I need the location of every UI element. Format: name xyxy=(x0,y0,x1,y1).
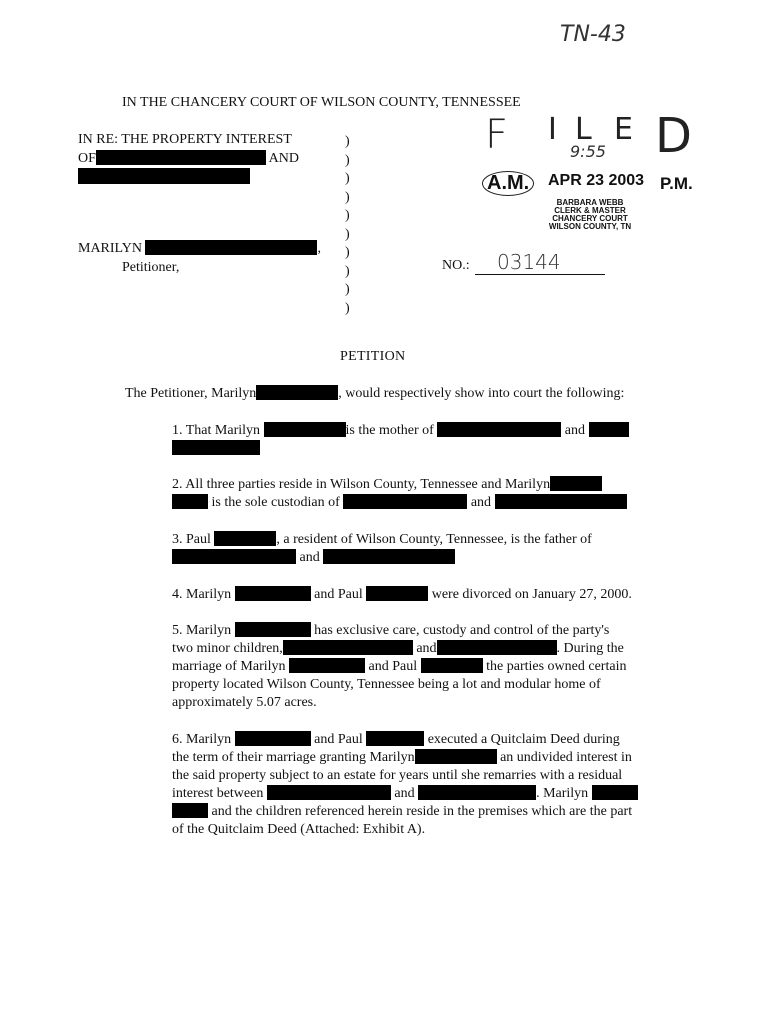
redaction xyxy=(235,586,311,601)
stamp-letter-l: L xyxy=(575,112,592,147)
p6-text-j: and the children referenced herein reside in the premises which are the part xyxy=(211,804,633,819)
stamp-date: APR 23 2003 xyxy=(548,172,645,189)
redaction xyxy=(437,422,561,437)
redaction xyxy=(421,658,483,673)
p3-text-b: , a resident of Wilson County, Tennessee, is the father of xyxy=(276,532,592,547)
p6-text-i: . Marilyn xyxy=(536,786,589,801)
intro-sentence xyxy=(125,385,624,402)
paragraph-2 xyxy=(172,476,662,512)
p5-text-f: marriage of Marilyn xyxy=(172,659,286,674)
petitioner-name: MARILYN xyxy=(78,241,142,256)
p6-text-f: the said property subject to an estate for years until she remarries with a residual xyxy=(172,768,623,783)
case-number-value: 03144 xyxy=(475,251,605,275)
redaction xyxy=(366,731,424,746)
redaction xyxy=(172,494,208,509)
stamp-letter-f: F xyxy=(485,112,509,158)
caption-line-1: IN RE: THE PROPERTY INTEREST xyxy=(78,132,292,147)
clerk-line: WILSON COUNTY, TN xyxy=(548,222,632,231)
caption-of: OF xyxy=(78,151,96,166)
p6-text-c: executed a Quitclaim Deed during xyxy=(427,732,620,747)
stamp-letter-e: E xyxy=(614,112,633,147)
redaction xyxy=(550,476,602,491)
intro-after: , would respectively show into court the following: xyxy=(338,386,625,401)
p6-text-b: and Paul xyxy=(314,732,363,747)
caption-line-3 xyxy=(78,168,250,186)
handwritten-note: TN-43 xyxy=(560,22,626,47)
paragraph-4 xyxy=(172,586,662,604)
clerk-line: BARBARA WEBB xyxy=(556,198,624,207)
paragraph-6 xyxy=(172,731,662,839)
paren: ) xyxy=(345,134,350,149)
document-title: PETITION xyxy=(340,349,406,364)
paragraph-3 xyxy=(172,531,662,567)
redaction xyxy=(267,785,391,800)
p3-text-c: and xyxy=(299,550,320,565)
p6-text-d: the term of their marriage granting Marilyn xyxy=(172,750,415,765)
redaction xyxy=(256,385,338,400)
paragraph-5 xyxy=(172,622,662,712)
stamp-time: 9:55 xyxy=(570,142,606,161)
p5-text-b: has exclusive care, custody and control of the party's xyxy=(314,623,610,638)
stamp-letter-i: I xyxy=(548,112,557,147)
redaction xyxy=(78,168,250,184)
p6-text-e: an undivided interest in xyxy=(500,750,632,765)
redaction xyxy=(172,440,260,455)
p5-text-g: and Paul xyxy=(368,659,418,674)
redaction xyxy=(418,785,536,800)
caption-line-2 xyxy=(78,150,299,167)
p2-text-b: is the sole custodian of xyxy=(211,495,340,510)
p4-text-b: and Paul xyxy=(314,587,363,602)
redaction xyxy=(264,422,346,437)
intro-before: The Petitioner, Marilyn xyxy=(125,386,257,401)
p1-text-b: is the mother of xyxy=(345,423,434,438)
redaction xyxy=(495,494,627,509)
paragraph-1 xyxy=(172,422,662,458)
paren: ) xyxy=(345,189,350,205)
stamp-letter-d: D xyxy=(655,108,692,164)
paren: ) xyxy=(345,226,350,242)
redaction xyxy=(589,422,629,437)
p1-text-a: 1. That Marilyn xyxy=(172,423,261,438)
paren: ) xyxy=(345,300,350,316)
p5-text-e: . During the xyxy=(556,641,624,656)
p1-text-c: and xyxy=(564,423,585,438)
caption-and: AND xyxy=(268,151,299,166)
paren: ) xyxy=(345,282,350,297)
p6-text-h: and xyxy=(394,786,415,801)
redaction xyxy=(214,531,276,546)
court-heading: IN THE CHANCERY COURT OF WILSON COUNTY, TENNESSEE xyxy=(122,95,521,110)
p2-text-c: and xyxy=(470,495,492,510)
caption-petitioner xyxy=(78,240,321,257)
redaction xyxy=(323,549,455,564)
redaction xyxy=(235,731,311,746)
clerk-line: CHANCERY COURT xyxy=(552,214,628,223)
stamp-clerk-info xyxy=(546,199,634,231)
p5-text-c: two minor children, xyxy=(172,641,283,656)
redaction xyxy=(366,586,428,601)
p5-text-a: 5. Marilyn xyxy=(172,623,232,638)
case-number-label: NO.: xyxy=(442,258,470,273)
caption-parens xyxy=(345,133,350,318)
redaction xyxy=(415,749,497,764)
redaction xyxy=(172,803,208,818)
redaction xyxy=(172,549,296,564)
paren: ) xyxy=(345,245,350,260)
petitioner-comma: , xyxy=(317,241,321,256)
p5-text-d: and xyxy=(416,641,437,656)
p2-text-a: 2. All three parties reside in Wilson County, Tennessee and Marilyn xyxy=(172,477,551,492)
redaction xyxy=(283,640,413,655)
p5-text-j: approximately 5.07 acres. xyxy=(172,695,317,710)
redaction xyxy=(437,640,557,655)
p4-text-a: 4. Marilyn xyxy=(172,587,232,602)
p5-text-h: the parties owned certain xyxy=(486,659,627,674)
p6-text-a: 6. Marilyn xyxy=(172,732,232,747)
p3-text-a: 3. Paul xyxy=(172,532,211,547)
redaction xyxy=(235,622,311,637)
redaction xyxy=(289,658,365,673)
p4-text-c: were divorced on January 27, 2000. xyxy=(431,587,632,602)
redaction xyxy=(145,240,317,255)
redaction xyxy=(343,494,467,509)
stamp-am: A.M. xyxy=(482,171,534,196)
redaction xyxy=(592,785,638,800)
paren: ) xyxy=(345,152,350,168)
redaction xyxy=(96,150,266,165)
stamp-pm: P.M. xyxy=(660,174,693,193)
p6-text-g: interest between xyxy=(172,786,264,801)
clerk-line: CLERK & MASTER xyxy=(554,206,626,215)
p5-text-i: property located Wilson County, Tennessee being a lot and modular home of xyxy=(172,677,601,692)
p6-text-k: of the Quitclaim Deed (Attached: Exhibit A). xyxy=(172,822,426,837)
paren: ) xyxy=(345,171,350,186)
paren: ) xyxy=(345,263,350,279)
paren: ) xyxy=(345,208,350,223)
petitioner-role: Petitioner, xyxy=(122,260,180,275)
